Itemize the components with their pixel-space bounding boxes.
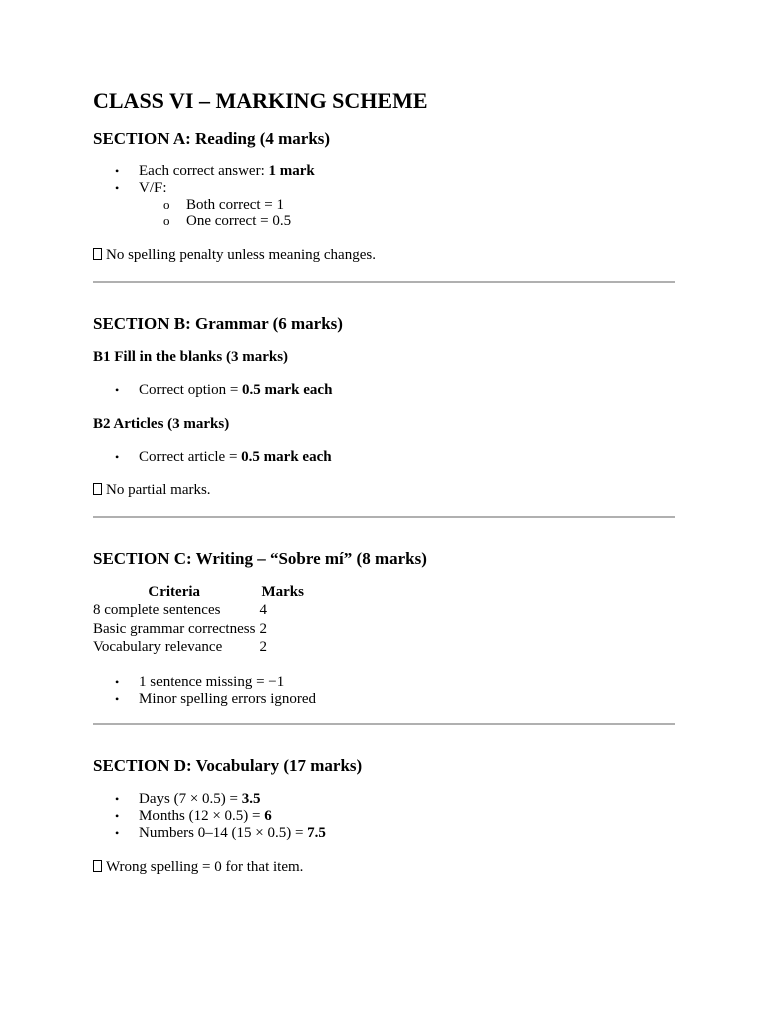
list-item-bold: 3.5	[241, 791, 261, 808]
section-a-sublist	[93, 197, 675, 231]
list-item-text: Each correct answer:	[139, 163, 269, 179]
list-item	[93, 163, 675, 180]
section-a-heading: SECTION A: Reading (4 marks)	[93, 129, 331, 148]
list-item-bold: 0.5 mark each	[242, 382, 333, 399]
missing-glyph-icon	[93, 248, 102, 260]
marks-cell: 2	[259, 639, 267, 656]
marks-cell: 4	[259, 602, 267, 619]
list-item	[93, 825, 675, 842]
section-c-heading: SECTION C: Writing – “Sobre mí” (8 marks)	[93, 548, 427, 568]
bullet-icon: •	[115, 809, 120, 824]
marks-cell: 2	[259, 620, 267, 637]
list-item	[93, 691, 675, 708]
table-row	[93, 638, 304, 657]
section-b-note	[93, 481, 675, 499]
list-item	[93, 382, 675, 399]
list-item-bold: 0.5 mark each	[241, 448, 332, 465]
note-text: No spelling penalty unless meaning changes.	[106, 247, 376, 264]
list-item	[93, 791, 675, 808]
missing-glyph-icon	[93, 860, 102, 872]
bullet-icon: •	[115, 825, 120, 840]
list-item-bold: 7.5	[307, 824, 326, 841]
table-header-row	[93, 583, 304, 602]
list-item-text: Numbers 0–14 (15 × 0.5) =	[139, 824, 308, 841]
b1-heading: B1 Fill in the blanks (3 marks)	[93, 349, 289, 366]
criteria-table	[93, 583, 304, 657]
list-item-bold: 6	[264, 808, 272, 825]
list-item-text: Days (7 × 0.5) =	[139, 791, 242, 808]
circle-bullet-icon: o	[163, 196, 170, 212]
list-item-text: Months (12 × 0.5) =	[139, 808, 265, 825]
table-row	[93, 601, 304, 620]
section-d-list	[93, 791, 675, 841]
bullet-icon: •	[115, 164, 120, 178]
sub-list-item	[93, 197, 675, 214]
section-b-heading: SECTION B: Grammar (6 marks)	[93, 314, 343, 334]
bullet-icon: •	[115, 449, 120, 464]
bullet-icon: •	[115, 674, 120, 689]
list-item-bold: 1 mark	[268, 163, 315, 179]
note-text: Wrong spelling = 0 for that item.	[106, 858, 304, 875]
section-a-note	[93, 246, 675, 264]
marks-header: Marks	[261, 583, 304, 600]
list-item	[93, 674, 675, 691]
list-item-text: Correct option =	[139, 382, 243, 399]
bullet-icon: •	[115, 180, 120, 195]
table-row	[93, 620, 304, 639]
sub-list-item-text: Both correct = 1	[186, 196, 285, 213]
list-item-text: Correct article =	[139, 448, 242, 465]
sub-list-item-text: One correct = 0.5	[186, 213, 292, 230]
b1-list	[93, 382, 675, 399]
criteria-cell: Basic grammar correctness	[93, 620, 256, 637]
list-item	[93, 449, 675, 466]
list-item-text: 1 sentence missing = −1	[139, 673, 285, 690]
section-d-note	[93, 858, 675, 876]
criteria-cell: Vocabulary relevance	[93, 639, 223, 656]
b2-heading: B2 Articles (3 marks)	[93, 415, 230, 432]
section-d-heading: SECTION D: Vocabulary (17 marks)	[93, 756, 363, 776]
list-item	[93, 808, 675, 825]
document-title: CLASS VI – MARKING SCHEME	[93, 88, 428, 113]
criteria-cell: 8 complete sentences	[93, 602, 221, 619]
bullet-icon: •	[115, 792, 120, 807]
bullet-icon: •	[115, 383, 120, 398]
list-item	[93, 180, 675, 197]
bullet-icon: •	[115, 691, 120, 706]
list-item-text: Minor spelling errors ignored	[139, 690, 317, 707]
section-a-list	[93, 163, 675, 197]
b2-list	[93, 449, 675, 466]
circle-bullet-icon: o	[163, 213, 170, 229]
missing-glyph-icon	[93, 483, 102, 495]
section-c-list	[93, 674, 675, 708]
marking-scheme-document	[93, 86, 675, 876]
sub-list-item	[93, 213, 675, 230]
list-item-text: V/F:	[139, 179, 167, 196]
note-text: No partial marks.	[106, 481, 211, 498]
criteria-header: Criteria	[148, 583, 201, 600]
